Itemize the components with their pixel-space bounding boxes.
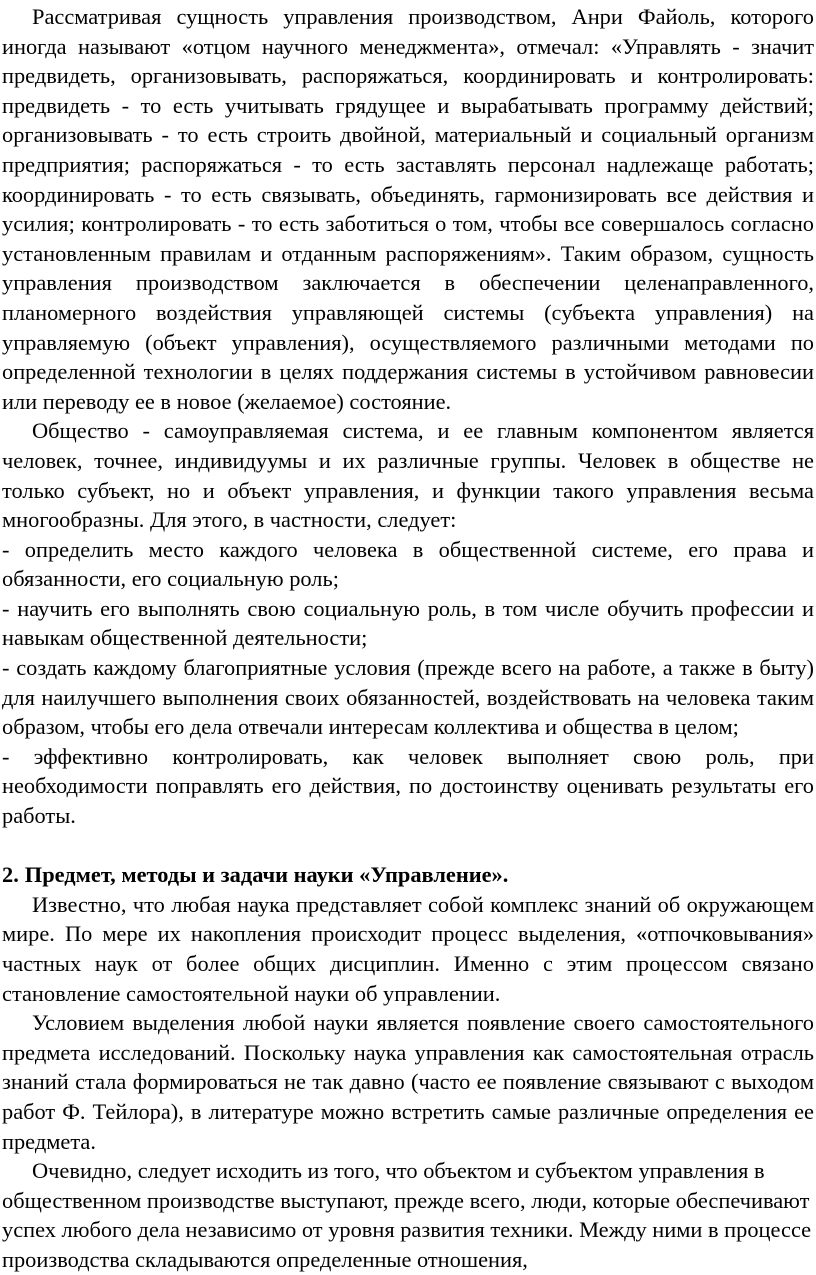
paragraph-science-subject: Условием выделения любой науки является появление своего самостоятельного предмета исследований. Поскольку наука управления как самостоятельная отрасль знаний стала формироваться не так давно (часто ее появление связывают с выходом работ Ф. Тейлора), в литературе можно встретить самые различные определения ее предмета. (2, 1010, 814, 1154)
list-item-define-place: - определить место каждого человека в общественной системе, его права и обязанности, его социальную роль; (2, 536, 814, 592)
section-heading (2, 860, 814, 890)
list-item-create-conditions: - создать каждому благоприятные условия (прежде всего на работе, а также в быту) для наилучшего выполнения своих обязанностей, воздействовать на человека таким образом, чтобы его дела отвечали интересам коллектива и общества в целом; (2, 655, 814, 740)
list-item-teach-role: - научить его выполнять свою социальную роль, в том числе обучить профессии и навыкам общественной деятельности; (2, 595, 814, 651)
paragraph-science-knowledge: Известно, что любая наука представляет собой комплекс знаний об окружающем мире. По мере их накопления происходит процесс выделения, «отпочковывания» частных наук от более общих дисциплин. Именно с этим процессом связано становление самостоятельной науки об управлении. (2, 891, 814, 1006)
paragraph-fayol-definition: Рассматривая сущность управления производством, Анри Файоль, которого иногда называют «отцом научного менеджмента», отмечал: «Управлять - значит предвидеть, организовывать, распоряжаться, координировать и контролировать: предвидеть - то есть учитывать грядущее и вырабатывать программу действий; организовывать - то есть строить двойной, материальный и социальный организм предприятия; распоряжаться - то есть заставлять персонал надлежаще работать; координировать - то есть связывать, объединять, гармонизировать все действия и усилия; контролировать - то есть заботиться о том, чтобы все совершалось согласно установленным правилам и отданным распоряжениям». Таким образом, сущность управления производством заключается в обеспечении целенаправленного, планомерного воздействия управляющей системы (субъекта управления) на управляемую (объект управления), осуществляемого различными методами по определенной технологии в целях поддержания системы в устойчивом равновесии или переводу ее в новое (желаемое) состояние. (2, 4, 814, 414)
section-spacer (2, 831, 814, 861)
list-item-control: - эффективно контролировать, как человек выполняет свою роль, при необходимости поправлять его действия, по достоинству оценивать результаты его работы. (2, 743, 814, 829)
paragraph-society-system: Общество - самоуправляемая система, и ее главным компонентом является человек, точнее, индивидуумы и их различные группы. Человек в обществе не только субъект, но и объект управления, и функции такого управления весьма многообразны. Для этого, в частности, следует: (2, 418, 814, 533)
paragraph-object-subject: Очевидно, следует исходить из того, что объектом и субъектом управления в общественном производстве выступают, прежде всего, люди, которые обеспечивают успех любого дела независимо от уровня развития техники. Между ними в процессе производства складываются определенные отношения, (2, 1158, 812, 1272)
section-heading-number: 2. (2, 862, 19, 888)
section-heading-title: Предмет, методы и задачи науки «Управление». (24, 862, 509, 888)
